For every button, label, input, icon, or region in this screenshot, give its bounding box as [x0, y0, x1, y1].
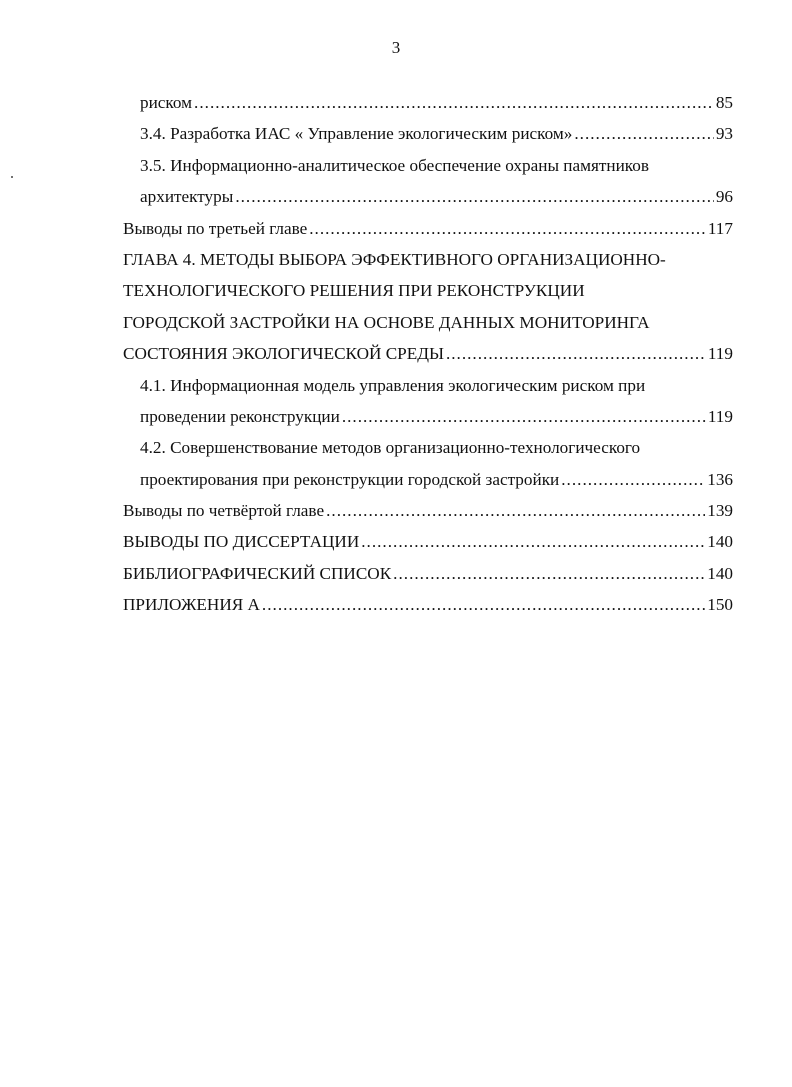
table-of-contents	[123, 93, 733, 627]
toc-entry	[123, 407, 733, 438]
dot-leader	[309, 219, 706, 239]
toc-entry-title: СОСТОЯНИЯ ЭКОЛОГИЧЕСКОЙ СРЕДЫ	[123, 344, 444, 364]
toc-entry-title: БИБЛИОГРАФИЧЕСКИЙ СПИСОК	[123, 563, 392, 583]
toc-entry-title: ТЕХНОЛОГИЧЕСКОГО РЕШЕНИЯ ПРИ РЕКОНСТРУКЦИИ	[123, 281, 585, 301]
toc-entry-title: архитектуры	[140, 187, 234, 207]
toc-entry-page: 119	[707, 406, 733, 426]
toc-entry-title: проведении реконструкции	[140, 406, 340, 426]
dot-leader	[326, 501, 705, 521]
dot-leader	[361, 532, 705, 552]
toc-entry	[123, 219, 733, 250]
dot-leader	[446, 344, 706, 364]
toc-entry	[123, 376, 733, 407]
toc-entry-title: ГОРОДСКОЙ ЗАСТРОЙКИ НА ОСНОВЕ ДАННЫХ МОНИТОРИНГА	[123, 312, 650, 332]
toc-entry	[123, 595, 733, 626]
toc-entry	[123, 187, 733, 218]
toc-entry	[123, 93, 733, 124]
dot-leader	[393, 564, 705, 584]
toc-entry-title: Выводы по третьей главе	[123, 218, 308, 238]
toc-entry-page: 117	[707, 218, 733, 238]
toc-entry-page: 140	[707, 563, 733, 583]
page-number: 3	[391, 38, 401, 57]
toc-chapter-heading	[123, 344, 733, 375]
toc-entry-title: 4.2. Совершенствование методов организационно-технологического	[140, 438, 641, 458]
toc-entry-title: 3.5. Информационно-аналитическое обеспечение охраны памятников	[140, 155, 649, 175]
toc-entry	[123, 470, 733, 501]
toc-entry-title: ГЛАВА 4. МЕТОДЫ ВЫБОРА ЭФФЕКТИВНОГО ОРГАНИЗАЦИОННО-	[123, 249, 666, 269]
toc-entry-title: ВЫВОДЫ ПО ДИССЕРТАЦИИ	[123, 532, 360, 552]
toc-entry-title: 4.1. Информационная модель управления экологическим риском при	[140, 375, 646, 395]
toc-entry-page: 136	[707, 469, 733, 489]
toc-entry-page: 119	[707, 344, 733, 364]
toc-chapter-heading	[123, 250, 733, 281]
toc-entry	[123, 501, 733, 532]
toc-entry-page: 96	[715, 187, 733, 207]
toc-chapter-heading	[123, 313, 733, 344]
dot-leader	[235, 187, 714, 207]
toc-entry-title: ПРИЛОЖЕНИЯ А	[123, 595, 260, 615]
toc-entry-page: 150	[707, 595, 733, 615]
toc-entry-title: риском	[140, 93, 193, 112]
dot-leader	[561, 470, 705, 490]
toc-entry-title: 3.4. Разработка ИАС « Управление экологическим риском»	[140, 124, 573, 144]
toc-entry-page: 85	[715, 93, 733, 112]
toc-entry	[123, 124, 733, 155]
dot-leader	[194, 93, 714, 113]
toc-entry-page: 140	[707, 532, 733, 552]
toc-entry	[123, 438, 733, 469]
toc-entry	[123, 564, 733, 595]
toc-chapter-heading	[123, 281, 733, 312]
toc-entry-title: Выводы по четвёртой главе	[123, 501, 325, 521]
dot-leader	[342, 407, 706, 427]
scan-speck	[11, 176, 13, 178]
toc-entry-page: 93	[715, 124, 733, 144]
toc-entry-title: проектирования при реконструкции городской застройки	[140, 469, 560, 489]
toc-entry-page: 139	[707, 501, 733, 521]
toc-entry	[123, 156, 733, 187]
dot-leader	[262, 595, 705, 615]
toc-entry	[123, 532, 733, 563]
dot-leader	[574, 124, 713, 144]
